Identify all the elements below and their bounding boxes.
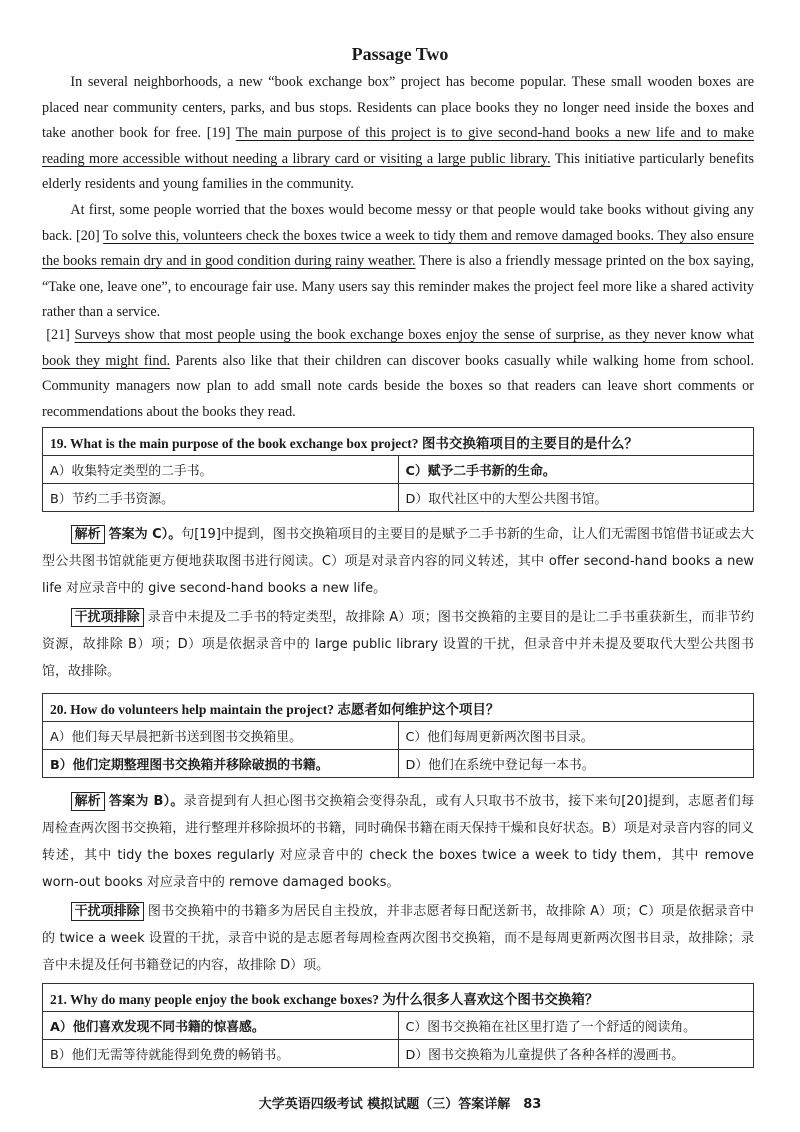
q19-explanation-text: 句[19]中提到，图书交换箱项目的主要目的是赋予二手书新的生命，让人们无需图书馆借书证或去大型公共图书馆就能更方便地获取图书进行阅读。C）项是对录音内容的同义转述，其中 offer second-hand books a new life 对应录音中的 give second-hand books a new life。 [42, 527, 754, 596]
q20-option-b: B）他们定期整理图书交换箱并移除破损的书籍。 [43, 750, 399, 778]
p1-text-a: In several neighborhoods, a new “book exchange box” project has become popular. These small wooden boxes are placed near community centers, parks, and bus stops. Residents can place books they no longer need inside the boxes and take another book for free. [19] [42, 74, 754, 142]
question-20-text: 20. How do volunteers help maintain the project? 志愿者如何维护这个项目？ [43, 694, 754, 722]
q20-option-c: C）他们每周更新两次图书目录。 [398, 722, 754, 750]
q20-answer: 答案为 B）。 [108, 794, 184, 809]
q21-option-b: B）他们无需等待就能得到免费的畅销书。 [43, 1040, 399, 1068]
p1-text-b: This initiative particularly benefits elderly residents and young families in the community. [42, 150, 754, 193]
q19-option-d: D）取代社区中的大型公共图书馆。 [398, 484, 754, 512]
passage-paragraph-1 [42, 70, 754, 198]
q20-distractor-analysis [42, 898, 754, 979]
q20-analysis-tag: 解析 [71, 792, 105, 811]
q19-explanation [42, 521, 754, 602]
q19-distractor-tag: 干扰项排除 [71, 608, 144, 627]
question-19-text: 19. What is the main purpose of the book exchange box project? 图书交换箱项目的主要目的是什么？ [43, 428, 754, 456]
question-21-table [42, 983, 754, 1068]
question-21-text: 21. Why do many people enjoy the book exchange boxes? 为什么很多人喜欢这个图书交换箱？ [43, 984, 754, 1012]
p3-text-b: Parents also like that their children can discover books casually while walking home from school. Community managers now plan to add small note cards beside the boxes so that readers can leave short comments or recommendations about the books they read. [42, 352, 754, 420]
q19-option-c: C）赋予二手书新的生命。 [398, 456, 754, 484]
q19-distractor-analysis [42, 604, 754, 685]
q19-distractor-text: 录音中未提及二手书的特定类型，故排除 A）项；图书交换箱的主要目的是让二手书重获新生，而非节约资源，故排除 B）项；D）项是依据录音中的 large public library 设置的干扰，但录音中并未提及要取代大型公共图书馆，故排除。 [42, 610, 754, 679]
p3-underlined-sentence: Surveys show that most people using the book exchange boxes enjoy the sense of surprise, as they never know what book they might find. [42, 327, 754, 369]
q19-option-b: B）节约二手书资源。 [43, 484, 399, 512]
p2-text-a: At first, some people worried that the boxes would become messy or that people would take books without giving any back. [20] [42, 202, 754, 244]
q20-explanation-text: 录音提到有人担心图书交换箱会变得杂乱，或有人只取书不放书，接下来句[20]提到，志愿者们每周检查两次图书交换箱，进行整理并移除损坏的书籍，同时确保书籍在雨天保持干燥和良好状态。B）项是对录音内容的同义转述，其中 tidy the boxes regularly 对应录音中的 check the boxes twice a week to tidy them，其中 remove worn-out books 对应录音中的 remove damaged books。 [42, 794, 755, 890]
p3-text-a: [21] [46, 327, 75, 343]
q19-option-a: A）收集特定类型的二手书。 [43, 456, 399, 484]
p1-underlined-sentence: The main purpose of this project is to give second-hand books a new life and to make reading more accessible without needing a library card or visiting a large public library. [42, 125, 754, 167]
q19-analysis-tag: 解析 [71, 525, 105, 544]
question-19-table [42, 427, 754, 512]
q20-explanation [42, 788, 754, 896]
q20-distractor-text: 图书交换箱中的书籍多为居民自主投放，并非志愿者每日配送新书，故排除 A）项；C）项是依据录音中的 twice a week 设置的干扰，录音中说的是志愿者每周检查两次图书交换箱，而不是每周更新两次图书目录，故排除；录音中未提及任何书籍登记的内容，故排除 D）项。 [42, 904, 754, 973]
p2-underlined-sentence: To solve this, volunteers check the boxes twice a week to tidy them and remove damaged books. They also ensure the books remain dry and in good condition during rainy weather. [42, 227, 754, 270]
q21-option-c: C）图书交换箱在社区里打造了一个舒适的阅读角。 [398, 1012, 754, 1040]
q20-option-a: A）他们每天早晨把新书送到图书交换箱里。 [43, 722, 399, 750]
q20-option-d: D）他们在系统中登记每一本书。 [398, 750, 754, 778]
q21-option-d: D）图书交换箱为儿童提供了各种各样的漫画书。 [398, 1040, 754, 1068]
passage-paragraph-2 [42, 198, 754, 326]
p2-text-b: There is also a friendly message printed on the box saying, “Take one, leave one”, to encourage fair use. Many users say this reminder makes the project feel more like a shared activity rather than a service. [42, 253, 754, 321]
page-footer: 大学英语四级考试 模拟试题（三）答案详解 83 [258, 1097, 542, 1112]
q21-option-a: A）他们喜欢发现不同书籍的惊喜感。 [43, 1012, 399, 1040]
question-20-table [42, 693, 754, 778]
q20-distractor-tag: 干扰项排除 [71, 902, 144, 921]
passage-title: Passage Two [351, 44, 449, 64]
passage-paragraph-3 [42, 323, 754, 425]
q19-answer: 答案为 C）。 [108, 527, 182, 542]
